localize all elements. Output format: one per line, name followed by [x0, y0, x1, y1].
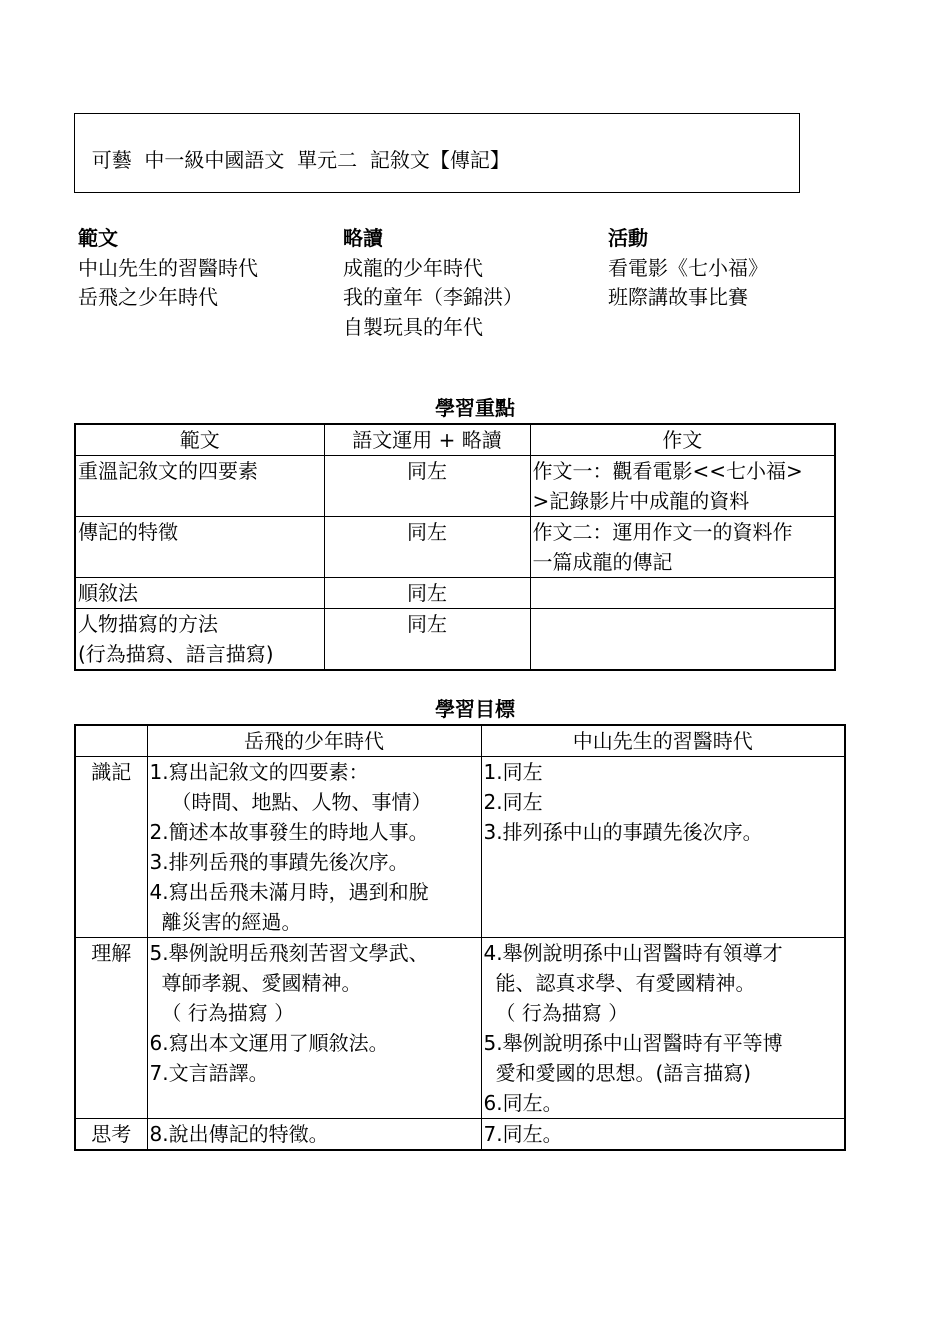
- document-header-box: [74, 113, 800, 193]
- objective-line: 3.排列岳飛的事蹟先後次序。: [149, 850, 409, 874]
- list-item: 看電影《七小福》: [608, 255, 768, 280]
- cell-text: 人物描寫的方法: [78, 612, 218, 636]
- column-header: 中山先生的習醫時代: [481, 725, 845, 757]
- table-row: [75, 938, 845, 1119]
- table-cell: [75, 456, 324, 517]
- model-texts-heading: 範文: [78, 226, 118, 250]
- table-cell: 同左: [324, 517, 530, 578]
- objective-line: 7.文言語譯。: [149, 1061, 269, 1085]
- table-cell: 同左: [324, 578, 530, 609]
- objective-line: 5.舉例說明孫中山習醫時有平等博: [483, 1031, 783, 1055]
- row-label: 思考: [75, 1119, 147, 1151]
- cell-text: 作文二：運用作文一的資料作: [532, 520, 793, 544]
- objective-line: 4.舉例說明孫中山習醫時有領導才: [483, 941, 783, 965]
- table-row: [75, 757, 845, 938]
- learning-focus-table: [74, 423, 836, 671]
- learning-objectives-table: [74, 724, 846, 1151]
- objective-line: （時間、地點、人物、事情）: [171, 790, 432, 814]
- list-item: 中山先生的習醫時代: [78, 255, 258, 280]
- learning-objectives-title: 學習目標: [435, 697, 515, 721]
- column-header: 作文: [530, 424, 835, 456]
- table-cell: [75, 609, 324, 671]
- objective-line: 6.寫出本文運用了順敘法。: [149, 1031, 389, 1055]
- table-header-row: [75, 725, 845, 757]
- objectives-left-cell: [147, 1119, 481, 1151]
- table-row: [75, 456, 835, 517]
- learning-focus-title: 學習重點: [435, 396, 515, 420]
- objective-line: 5.舉例說明岳飛刻苦習文學武、: [149, 941, 429, 965]
- table-row: [75, 609, 835, 671]
- objective-line: 1.同左: [483, 760, 543, 784]
- list-item: 自製玩具的年代: [343, 314, 483, 339]
- extended-reading-heading: 略讀: [343, 226, 383, 250]
- cell-text: >記錄影片中成龍的資料: [532, 489, 750, 513]
- column-header: 岳飛的少年時代: [147, 725, 481, 757]
- table-row: [75, 578, 835, 609]
- table-row: [75, 517, 835, 578]
- cell-text: 作文一：觀看電影<<七小福>: [532, 459, 803, 483]
- list-item: 成龍的少年時代: [343, 255, 483, 280]
- table-header-row: [75, 424, 835, 456]
- cell-text: 傳記的特徵: [78, 520, 178, 544]
- objective-line: 3.排列孫中山的事蹟先後次序。: [483, 820, 763, 844]
- column-header: 語文運用 + 略讀: [324, 424, 530, 456]
- objective-line: 愛和愛國的思想。(語言描寫): [495, 1061, 752, 1085]
- model-texts-column: [78, 224, 258, 313]
- objective-line: （ 行為描寫 ）: [161, 1001, 295, 1025]
- objective-line: 能、認真求學、有愛國精神。: [495, 971, 756, 995]
- objectives-right-cell: [481, 1119, 845, 1151]
- objectives-left-cell: [147, 757, 481, 938]
- objective-line: 離災害的經過。: [161, 910, 302, 934]
- table-cell: 同左: [324, 456, 530, 517]
- objectives-right-cell: [481, 938, 845, 1119]
- list-item: 班際講故事比賽: [608, 285, 748, 309]
- objective-line: 7.同左。: [483, 1122, 563, 1146]
- table-cell: [530, 517, 835, 578]
- objective-line: （ 行為描寫 ）: [495, 1001, 629, 1025]
- table-cell: [75, 517, 324, 578]
- document-title: 可藝 中一級中國語文 單元二 記敘文【傳記】: [91, 148, 510, 172]
- list-item: 我的童年（李錦洪）: [343, 285, 523, 309]
- objectives-left-cell: [147, 938, 481, 1119]
- cell-text: 順敘法: [78, 581, 138, 605]
- activities-column: [608, 224, 768, 313]
- row-label: 識記: [75, 757, 147, 938]
- table-cell: [75, 578, 324, 609]
- cell-text: (行為描寫、語言描寫): [78, 642, 274, 666]
- objective-line: 4.寫出岳飛未滿月時，遇到和脫: [149, 880, 429, 904]
- table-cell: [530, 578, 835, 609]
- objective-line: 2.簡述本故事發生的時地人事。: [149, 820, 429, 844]
- objectives-right-cell: [481, 757, 845, 938]
- objective-line: 尊師孝親、愛國精神。: [161, 971, 362, 995]
- cell-text: 重溫記敘文的四要素: [78, 459, 258, 483]
- column-header: [75, 725, 147, 757]
- activities-heading: 活動: [608, 226, 648, 250]
- objective-line: 6.同左。: [483, 1091, 563, 1115]
- objective-line: 2.同左: [483, 790, 543, 814]
- cell-text: 一篇成龍的傳記: [532, 550, 673, 574]
- table-row: [75, 1119, 845, 1151]
- table-cell: 同左: [324, 609, 530, 671]
- column-header: 範文: [75, 424, 324, 456]
- list-item: 岳飛之少年時代: [78, 285, 218, 309]
- objective-line: 8.說出傳記的特徵。: [149, 1122, 329, 1146]
- table-cell: [530, 456, 835, 517]
- table-cell: [530, 609, 835, 671]
- objective-line: 1.寫出記敘文的四要素：: [149, 760, 369, 784]
- row-label: 理解: [75, 938, 147, 1119]
- extended-reading-column: [343, 224, 523, 342]
